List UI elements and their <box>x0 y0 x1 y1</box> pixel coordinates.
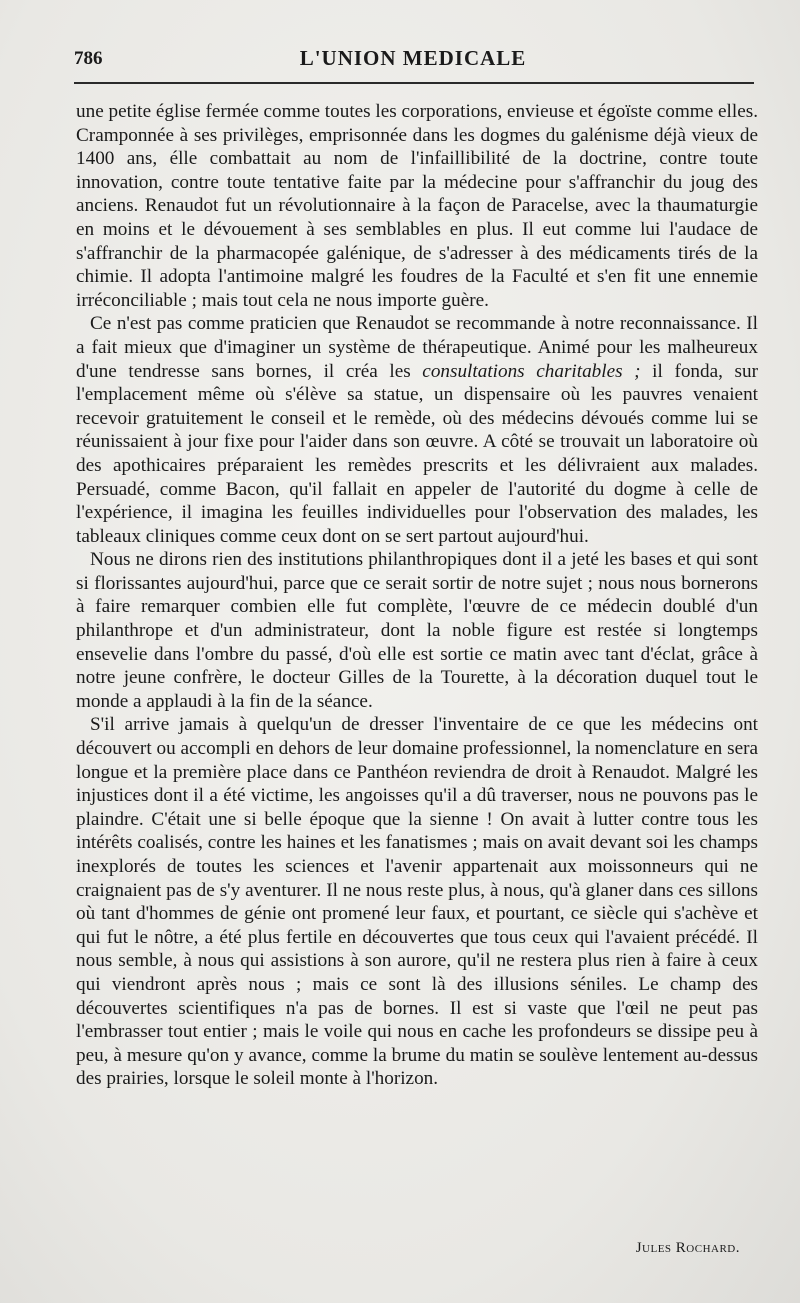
paragraph-2-text-a: Ce n'est pas comme praticien que Renaudot se recommande à notre reconnaissance. Il a fait mieux que d'imaginer un système de thérapeutique. Animé pour les malheureux d'une tendresse sans bornes, il créa les <box>76 313 758 382</box>
author-signature: Jules Rochard. <box>635 1240 740 1256</box>
page-number: 786 <box>74 48 103 69</box>
header-rule <box>74 82 754 84</box>
paragraph-4: S'il arrive jamais à quelqu'un de dresser l'inventaire de ce que les médecins ont découvert ou accompli en dehors de leur domaine professionnel, la nomenclature en sera longue et la première place dans ce Panthéon reviendra de droit à Renaudot. Malgré les injustices dont il a été victime, les angoisses qu'il a dû traverser, nous ne pouvons pas le plaindre. C'était une si belle époque que la sienne ! On avait à lutter contre tous les intérêts coalisés, contre les haines et les fanatismes ; mais on avait devant soi les champs inexplorés de toutes les sciences et l'avenir appartenait aux moissonneurs qui ne craignaient pas de s'y aventurer. Il ne nous reste plus, à nous, qu'à glaner dans ces sillons où tant d'hommes de génie ont promené leur faux, et pourtant, ce siècle qui s'achève et qui fut le nôtre, a été plus fertile en découvertes que tous ceux qui l'avaient précédé. Il nous semble, à nous qui assistions à son aurore, qu'il ne restera plus rien à faire à ceux qui viendront après nous ; mais ce sont là des illusions séniles. Le champ des découvertes scientifiques n'a pas de bornes. Il est si vaste que l'œil ne peut pas l'embrasser tout entier ; mais le voile qui nous en cache les profondeurs se dissipe peu à peu, à mesure qu'on y avance, comme la brume du matin se soulève lentement au-dessus des prairies, lorsque le soleil monte à l'horizon. <box>76 714 758 1090</box>
page-header <box>74 44 752 74</box>
paragraph-2-text-b: il fonda, sur l'emplacement même où s'élève sa statue, un dispensaire où les pauvres venaient recevoir gratuitement le conseil et le remède, où des médecins dévoués comme lui se réunissaient à jour fixe pour l'aider dans son œuvre. A côté se trouvait un laboratoire où des apothicaires préparaient les remèdes prescrits et les délivraient aux malades. Persuadé, comme Bacon, qu'il fallait en appeler de l'autorité du dogme à celle de l'expérience, il imagina les feuilles individuelles pour l'observation des malades, les tableaux cliniques comme ceux dont on se sert partout aujourd'hui. <box>76 360 758 547</box>
running-head: L'UNION MEDICALE <box>299 46 527 70</box>
paragraph-2 <box>76 312 758 548</box>
paragraph-2-italic: consultations charitables ; <box>422 360 641 382</box>
paragraph-3: Nous ne dirons rien des institutions philanthropiques dont il a jeté les bases et qui sont si florissantes aujourd'hui, parce que ce serait sortir de notre sujet ; nous nous bornerons à faire remarquer combien elle fut complète, l'œuvre de ce médecin doublé d'un philanthrope et d'un administrateur, dont la noble figure est restée si longtemps ensevelie dans l'ombre du passé, d'où elle est sortie ce matin avec tant d'éclat, grâce à notre jeune confrère, le docteur Gilles de la Tourette, à la décoration duquel tout le monde a applaudi à la fin de la séance. <box>76 549 758 712</box>
article-body <box>76 100 758 1091</box>
paragraph-1: une petite église fermée comme toutes les corporations, envieuse et égoïste comme elles. Cramponnée à ses privilèges, emprisonnée dans les dogmes du galénisme déjà vieux de 1400 ans, élle combattait au nom de l'infaillibilité de la doctrine, contre toute innovation, contre toute tentative faite par la médecine pour s'affranchir du joug des anciens. Renaudot fut un révolutionnaire à la façon de Paracelse, avec la thaumaturgie en moins et le dévouement à ses semblables en plus. Il eut comme lui l'audace de s'affranchir de la pharmacopée galénique, de s'adresser à des médicaments tirés de la chimie. Il adopta l'antimoine malgré les foudres de la Faculté et s'en fit une ennemie irréconciliable ; mais tout cela ne nous importe guère. <box>76 101 758 311</box>
